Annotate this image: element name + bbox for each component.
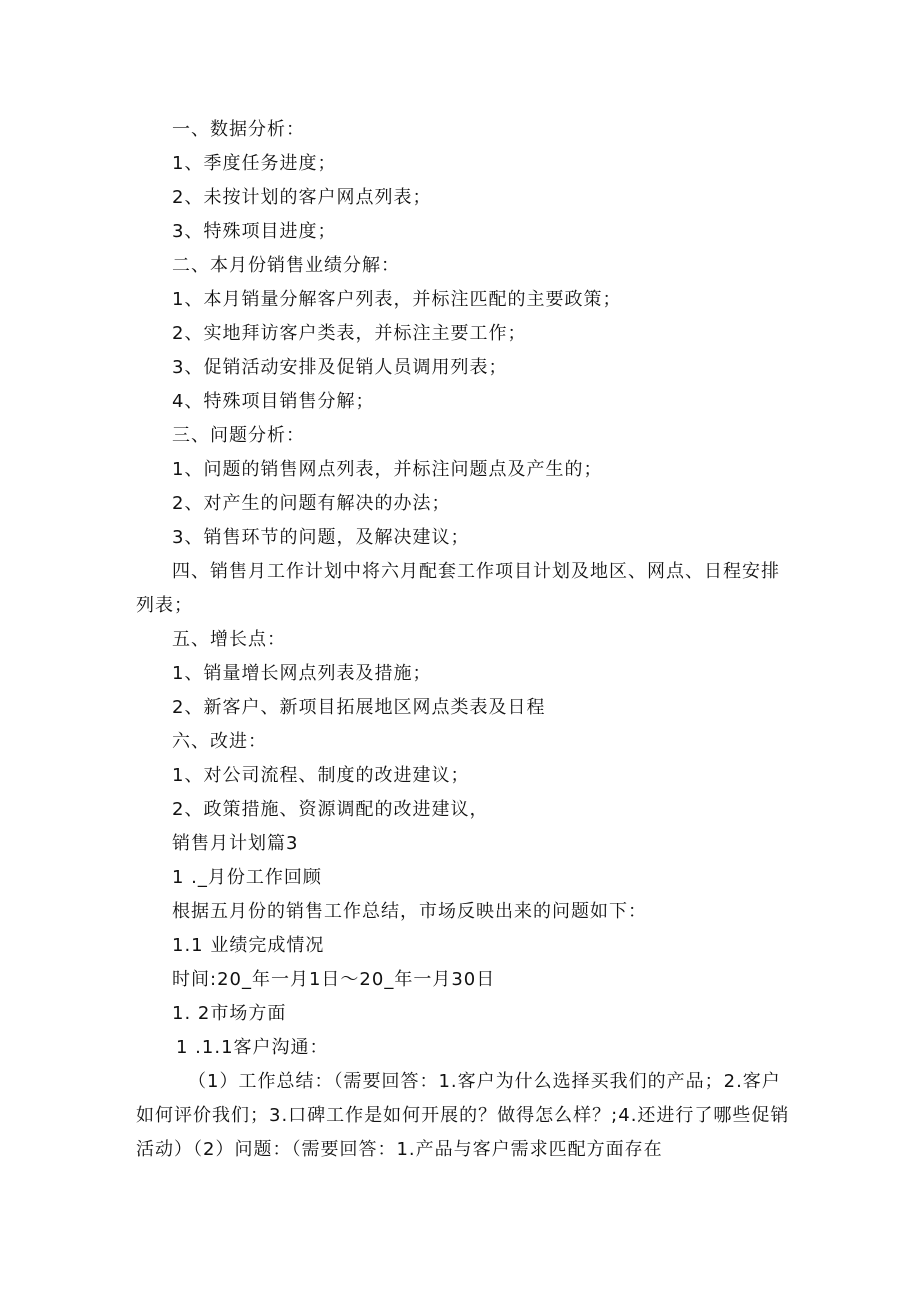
list-item: 1、问题的销售网点列表，并标注问题点及产生的； <box>172 459 603 480</box>
heading-growth-points: 五、增长点： <box>172 629 286 650</box>
section-title: 销售月计划篇3 <box>172 833 299 854</box>
list-item: 3、销售环节的问题，及解决建议； <box>172 527 470 548</box>
list-item: 3、特殊项目进度； <box>172 221 337 242</box>
list-item: 3、促销活动安排及促销人员调用列表； <box>172 357 508 378</box>
paragraph-work-plan: 四、销售月工作计划中将六月配套工作项目计划及地区、网点、日程安排列表； <box>136 561 780 616</box>
document-body <box>136 113 796 1167</box>
list-item: 2、政策措施、资源调配的改进建议， <box>172 799 489 820</box>
list-item: 1、本月销量分解客户列表，并标注匹配的主要政策； <box>172 289 622 310</box>
list-item: 2、对产生的问题有解决的办法； <box>172 493 451 514</box>
list-item: 2、未按计划的客户网点列表； <box>172 187 432 208</box>
heading-data-analysis: 一、数据分析： <box>172 119 305 140</box>
heading-sales-breakdown: 二、本月份销售业绩分解： <box>172 255 400 276</box>
subheading-month-review: 1 ._月份工作回顾 <box>172 867 322 888</box>
list-item: 1、对公司流程、制度的改进建议； <box>172 765 470 786</box>
paragraph-work-summary: （1）工作总结：（需要回答：1.客户为什么选择买我们的产品；2.客户如何评价我们；3.口碑工作是如何开展的？做得怎么样？;4.还进行了哪些促销活动）（2）问题：（需要回答：1.产品与客户需求匹配方面存在 <box>136 1071 790 1160</box>
subheading-market: 1. 2市场方面 <box>172 1003 287 1024</box>
list-item: 2、实地拜访客户类表，并标注主要工作； <box>172 323 527 344</box>
heading-improvement: 六、改进： <box>172 731 267 752</box>
heading-problem-analysis: 三、问题分析： <box>172 425 305 446</box>
subheading-performance: 1.1 业绩完成情况 <box>172 935 325 956</box>
list-item: 1、季度任务进度； <box>172 153 337 174</box>
time-range-text: 时间:20_年一月1日～20_年一月30日 <box>172 969 496 990</box>
list-item: 2、新客户、新项目拓展地区网点类表及日程 <box>172 697 546 718</box>
subheading-customer-communication: 1 .1.1客户沟通： <box>176 1037 329 1058</box>
list-item: 4、特殊项目销售分解； <box>172 391 375 412</box>
intro-text: 根据五月份的销售工作总结，市场反映出来的问题如下： <box>172 901 647 922</box>
list-item: 1、销量增长网点列表及措施； <box>172 663 432 684</box>
